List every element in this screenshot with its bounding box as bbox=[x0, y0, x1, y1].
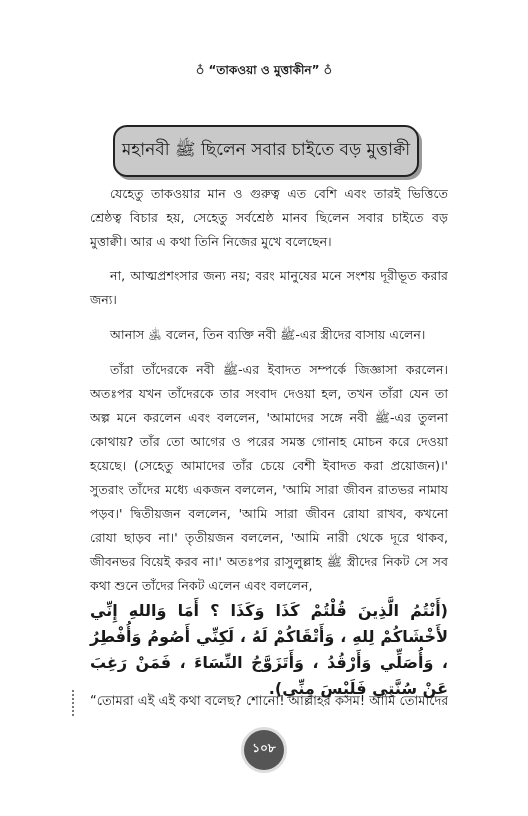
paragraph-2: না, আত্মপ্রশংসার জন্য নয়; বরং মানুষের মনে সংশয় দূরীভূত করার জন্য। bbox=[90, 268, 448, 307]
translation-quote: “তোমরা এই এই কথা বলেছ? শোনো! আল্লাহর কসম! আমি তোমাদের bbox=[90, 694, 448, 709]
arabic-hadith: (أَنْتُمُ الَّذِينَ قُلْتُمْ كَذَا وَكَذَا ؟ أَمَا وَاللهِ إِنِّي لأَخْشَاكُمْ لِلهِ ، وَأَتْقَاكُمْ لَهُ ، لَكِنِّي أَصُومُ وَأُفْطِرُ ، وَأُصَلِّي وَأَرْقُدُ ، وَأَتَزَوَّجُ النِّسَاءَ ، فَمَنْ رَغِبَ عَنْ سُنَّتِي فَلَيْسَ مِنِّي). bbox=[90, 601, 448, 698]
paragraph-1: যেহেতু তাকওয়ার মান ও গুরুত্ব এত বেশি এবং তারই ভিত্তিতে শ্রেষ্ঠত্ব বিচার হয়, সেহেতু সর্বশ্রেষ্ঠ মানব ছিলেন সবার চাইতে বড় মুত্তাক্বী। আর এ কথা তিনি নিজের মুখে বলেছেন। bbox=[90, 186, 448, 249]
running-title: “তাকওয়া ও মুত্তাকীন” bbox=[208, 63, 320, 77]
lightbulb-icon: ♁ bbox=[195, 63, 205, 77]
paragraph-3: আনাস ﵁ বলেন, তিন ব্যক্তি নবী ﷺ-এর স্ত্রীদের বাসায় এলেন। bbox=[110, 327, 426, 342]
paragraph-4: তাঁরা তাঁদেরকে নবী ﷺ-এর ইবাদত সম্পর্কে জিজ্ঞাসা করলেন। অতঃপর যখন তাঁদেরকে তার সংবাদ দেওয়া হল, তখন তাঁরা যেন তা অল্প মনে করলেন এবং বললেন, 'আমাদের সঙ্গে নবী ﷺ-এর তুলনা কোথায়? তাঁর তো আগের ও পরের সমস্ত গোনাহ মোচন করে দেওয়া হয়েছে। (সেহেতু আমাদের তাঁর চেয়ে বেশী ইবাদত করা প্রয়োজন)।' সুতরাং তাঁদের মধ্যে একজন বললেন, 'আমি সারা জীবন রাতভর নামায পড়ব।' দ্বিতীয়জন বললেন, 'আমি সারা জীবন রোযা রাখব, কখনো রোযা ছাড়ব না।' তৃতীয়জন বললেন, 'আমি নারী থেকে দূরে থাকব, জীবনভর বিয়েই করব না।' অতঃপর রাসুলুল্লাহ ﷺ স্ত্রীদের নিকট সে সব কথা শুনে তাঁদের নিকট এলেন এবং বললেন, bbox=[90, 362, 448, 593]
running-header bbox=[0, 62, 528, 82]
page-number-badge bbox=[244, 730, 284, 770]
lightbulb-icon: ♁ bbox=[323, 63, 333, 77]
section-title-box bbox=[113, 125, 419, 177]
section-title: মহানবী ﷺ ছিলেন সবার চাইতে বড় মুত্তাক্বী bbox=[121, 140, 411, 160]
page-number: ১০৮ bbox=[252, 741, 276, 755]
quote-margin-mark bbox=[72, 690, 84, 716]
